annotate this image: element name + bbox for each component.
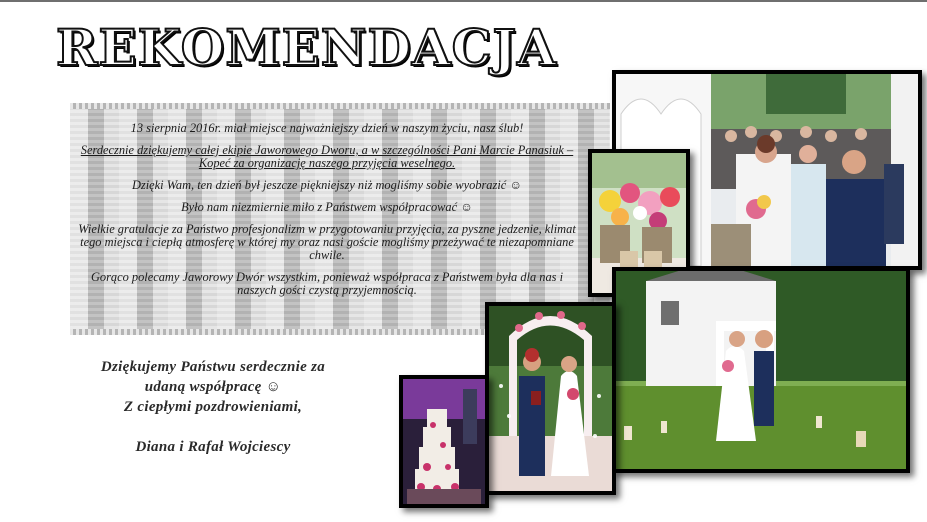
letter-paragraph-thanks: Serdecznie dziękujemy całej ekipie Jaworowego Dworu, a w szczególności Pani Marcie Panasiuk – Kopeć za organizację naszego przyjęcia weselnego. [80,143,574,170]
cake-photo [399,375,489,508]
signature: Diana i Rafał Wojciescy [135,439,291,455]
letter-paragraph-date: 13 sierpnia 2016r. miał miejsce najważniejszy dzień w naszym życiu, nasz ślub! [130,121,524,135]
closing-note [68,357,358,457]
letter-paragraph-dream: Dzięki Wam, ten dzień był jeszcze piękniejszy niż mogliśmy sobie wyobrazić ☺ [131,178,523,192]
letter-text [74,122,580,306]
letter-paragraph-recommendation: Gorąco polecamy Jaworowy Dwór wszystkim, ponieważ współpraca z Państwem była dla nas i naszych gości czystą przyjemnością. [90,270,564,297]
closing-line-3: Z ciepłymi pozdrowieniami, [123,399,303,415]
closing-line-1: Dziękujemy Państwu serdecznie za [100,359,326,375]
closing-line-2: udaną współpracę ☺ [144,379,282,395]
couple-lawn-photo [612,267,910,473]
page-title: REKOMENDACJA [56,18,557,77]
top-rule [0,0,927,2]
aisle-photo [485,302,616,495]
letter-paragraph-cooperation: Było nam niezmiernie miło z Państwem współpracować ☺ [181,200,473,214]
letter-paragraph-congratulations: Wielkie gratulacje za Państwo profesjonalizm w przygotowaniu przyjęcia, za pyszne jedzenie, klimat tego miejsca i ciepłą atmosferę w której my oraz nasi goście mogliśmy przeżywać te niezapomniane chwile. [78,222,576,262]
